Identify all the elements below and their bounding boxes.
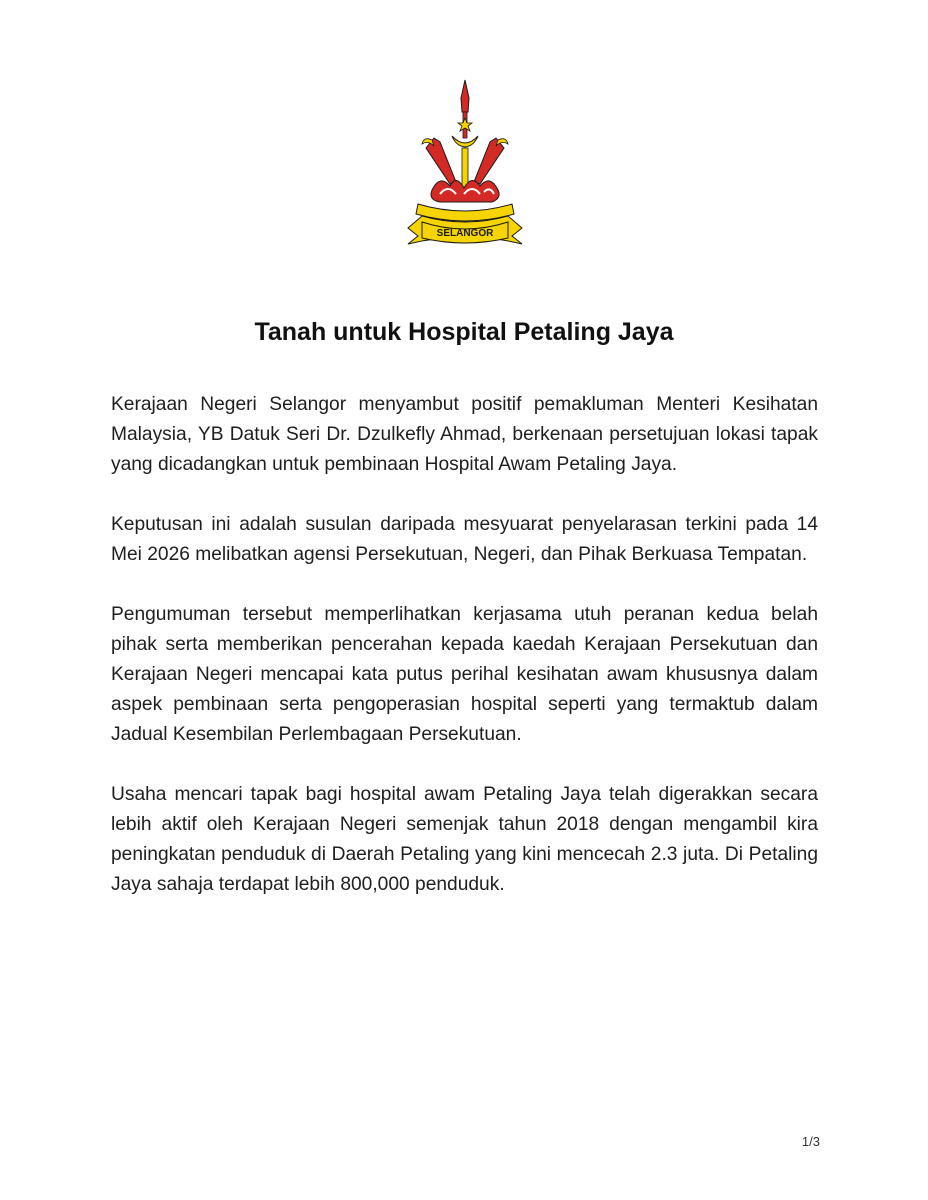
page-number: 1/3 — [801, 1134, 820, 1149]
selangor-crest-icon — [404, 78, 526, 248]
paragraph-1: Kerajaan Negeri Selangor menyambut positif pemakluman Menteri Kesihatan Malaysia, YB Datuk Seri Dr. Dzulkefly Ahmad, berkenaan persetujuan lokasi tapak yang dicadangkan untuk pembinaan Hospital Awam Petaling Jaya. — [111, 394, 818, 475]
document-body — [111, 390, 818, 930]
paragraph-3: Pengumuman tersebut memperlihatkan kerjasama utuh peranan kedua belah pihak serta memberikan pencerahan kepada kaedah Kerajaan Persekutuan dan Kerajaan Negeri mencapai kata putus perihal kesihatan awam khususnya dalam aspek pembinaan serta pengoperasian hospital seperti yang termaktub dalam Jadual Kesembilan Perlembagaan Persekutuan. — [111, 604, 818, 745]
paragraph-2: Keputusan ini adalah susulan daripada mesyuarat penyelarasan terkini pada 14 Mei 2026 melibatkan agensi Persekutuan, Negeri, dan Pihak Berkuasa Tempatan. — [111, 514, 818, 565]
paragraph-4: Usaha mencari tapak bagi hospital awam Petaling Jaya telah digerakkan secara lebih aktif oleh Kerajaan Negeri semenjak tahun 2018 dengan mengambil kira peningkatan penduduk di Daerah Petaling yang kini mencecah 2.3 juta. Di Petaling Jaya sahaja terdapat lebih 800,000 penduduk. — [111, 784, 818, 895]
crest-label: SELANGOR — [436, 228, 494, 239]
document-title: Tanah untuk Hospital Petaling Jaya — [254, 318, 674, 346]
